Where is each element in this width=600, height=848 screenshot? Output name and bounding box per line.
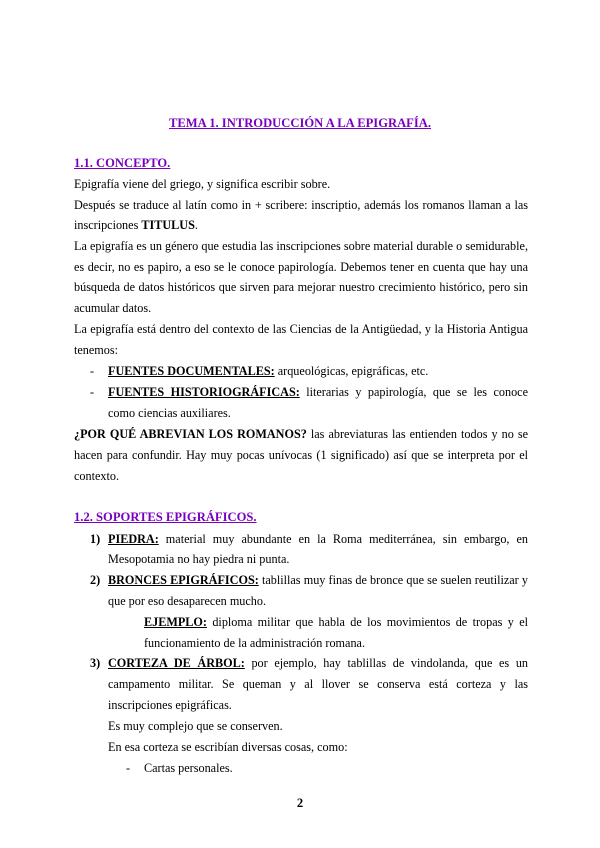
section-heading-concepto: 1.1. CONCEPTO. [74,156,171,170]
paragraph-line [74,219,198,231]
section-heading-soportes: 1.2. SOPORTES EPIGRÁFICOS. [74,510,257,524]
bullet-label: FUENTES DOCUMENTALES: [108,364,275,378]
paragraph-line: Después se traduce al latín como in + scribere: inscriptio, además los romanos llaman a las [74,198,528,212]
item-label: BRONCES EPIGRÁFICOS: [108,573,259,587]
bullet-dash: - [90,385,95,399]
example-continuation: funcionamiento de la administración romana. [144,636,365,650]
item-continuation: campamento militar. Se queman y al llover se conserva está corteza y las [108,677,528,691]
paragraph-line: Epigrafía viene del griego, y significa escribir sobre. [74,177,331,191]
question-bold: ¿POR QUÉ ABREVIAN LOS ROMANOS? [74,427,307,441]
example-line [144,616,528,628]
list-item [108,657,528,669]
paragraph-line: La epigrafía es un género que estudia las inscripciones sobre material durable o semidurable, [74,239,528,253]
bullet-text: literarias y papirología, que se les conoce [299,385,529,399]
paragraph-line: acumular datos. [74,301,152,315]
bullet-item [108,365,428,377]
item-text: tablillas muy finas de bronce que se suelen reutilizar y [258,573,528,587]
bullet-continuation: como ciencias auxiliares. [108,406,231,420]
paragraph-line: búsqueda de datos históricos que sirven para mejorar nuestro crecimiento histórico, pero sin [74,280,528,294]
item-paragraph: En esa corteza se escribían diversas cosas, como: [108,740,348,754]
example-text: diploma militar que habla de los movimientos de tropas y el [206,615,528,629]
item-continuation: inscripciones epigráficas. [108,698,232,712]
item-label: PIEDRA: [108,532,159,546]
question-text: las abreviaturas las entienden todos y no se [306,427,528,441]
paragraph-line: es decir, no es papiro, a eso se le conoce papirología. Debemos tener en cuenta que hay una [74,260,528,274]
bullet-text: arqueológicas, epigráficas, etc. [274,364,429,378]
list-number: 1) [90,532,101,546]
paragraph-line: tenemos: [74,343,119,357]
sub-bullet-dash: - [126,761,131,775]
text-span: inscripciones [74,218,142,232]
bullet-item [108,386,528,398]
item-text: material muy abundante en la Roma mediterránea, sin embargo, en [158,532,528,546]
list-item [108,574,528,586]
page-title: TEMA 1. INTRODUCCIÓN A LA EPIGRAFÍA. [168,116,432,130]
bold-term-titulus: TITULUS [141,218,195,232]
item-continuation: que por eso desaparecen mucho. [108,594,267,608]
item-text: por ejemplo, hay tablillas de vindolanda, que es un [244,656,529,670]
bullet-label: FUENTES HISTORIOGRÁFICAS: [108,385,300,399]
item-continuation: Mesopotamia no hay piedra ni punta. [108,552,290,566]
sub-bullet-item: Cartas personales. [144,761,233,775]
paragraph-line: La epigrafía está dentro del contexto de las Ciencias de la Antigüedad, y la Historia Antigua [74,322,528,336]
example-label: EJEMPLO: [144,615,207,629]
paragraph-line: hacen para confundir. Hay muy pocas unívocas (1 significado) así que se interpreta por el [74,448,528,462]
item-paragraph: Es muy complejo que se conserven. [108,719,283,733]
list-number: 3) [90,656,101,670]
list-number: 2) [90,573,101,587]
paragraph-line: contexto. [74,469,120,483]
bullet-dash: - [90,364,95,378]
list-item [108,533,528,545]
paragraph-line [74,428,528,440]
item-label: CORTEZA DE ÁRBOL: [108,656,245,670]
text-span: . [194,218,198,232]
page-number: 2 [296,796,304,810]
